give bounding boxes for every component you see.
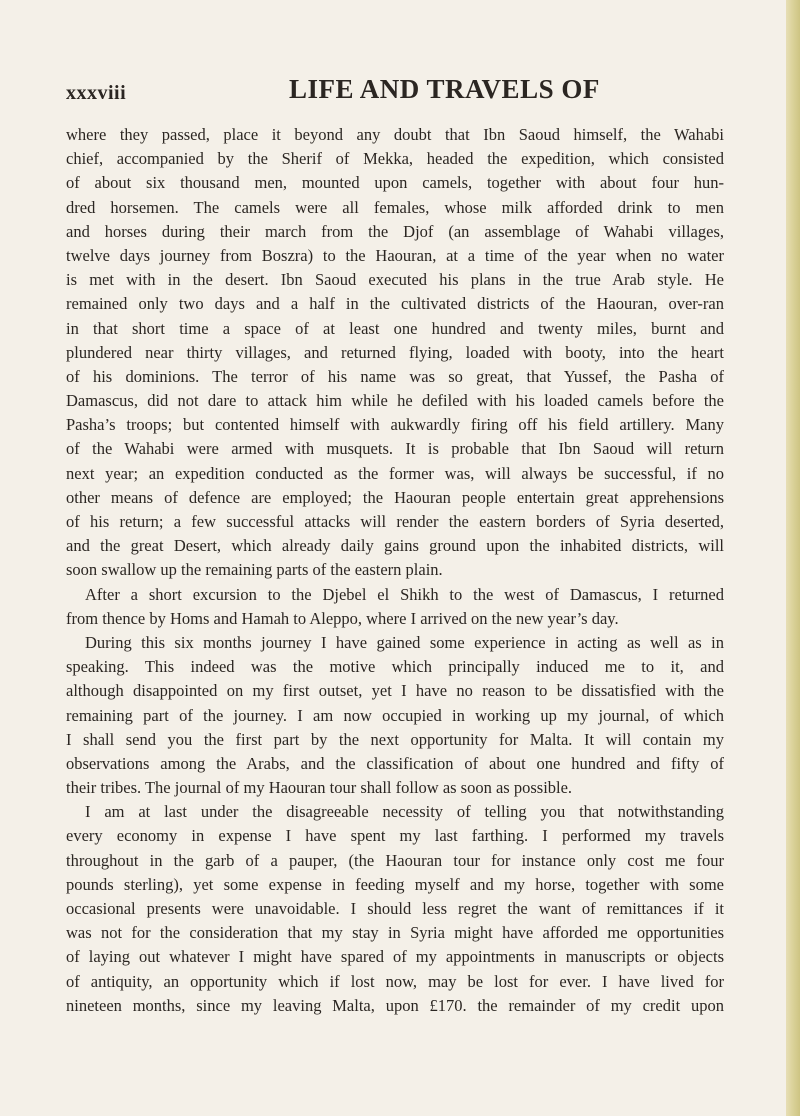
text-line: twelve days journey from Boszra) to the Haouran, at a time of the year when no water xyxy=(66,245,724,265)
text-line: throughout in the garb of a pauper, (the Haouran tour for instance only cost me four xyxy=(66,850,724,870)
text-line: where they passed, place it beyond any doubt that Ibn Saoud himself, the Wahabi xyxy=(66,125,724,144)
text-line: is met with in the desert. Ibn Saoud executed his plans in the true Arab style. He xyxy=(66,270,724,290)
text-line: and horses during their march from the Djof (an assemblage of Wahabi villages, xyxy=(66,221,724,241)
text-line: their tribes. The journal of my Haouran tour shall follow as soon as possible. xyxy=(66,778,573,798)
text-line: chief, accompanied by the Sherif of Mekka, headed the expedition, which consisted xyxy=(66,149,724,169)
page-edge xyxy=(786,0,800,1116)
text-line: next year; an expedition conducted as the former was, will always be successful, if no xyxy=(66,463,724,483)
text-line: of about six thousand men, mounted upon camels, together with about four hun- xyxy=(66,173,724,193)
text-line: was not for the consideration that my stay in Syria might have afforded me opportunities xyxy=(66,923,724,943)
text-line: occasional presents were unavoidable. I should less regret the want of remittances if it xyxy=(66,899,724,918)
text-line: other means of defence are employed; the Haouran people entertain great apprehensions xyxy=(66,487,724,507)
text-line: of the Wahabi were armed with musquets. It is probable that Ibn Saoud will return xyxy=(66,439,724,459)
text-line: Pasha’s troops; but contented himself with aukwardly firing off his field artillery. Many xyxy=(66,415,724,435)
running-title: LIFE AND TRAVELS OF xyxy=(289,74,600,104)
body-text xyxy=(66,123,724,1018)
text-line: During this six months journey I have gained some experience in acting as well as in xyxy=(85,632,724,652)
text-line: of antiquity, an opportunity which if lost now, may be lost for ever. I have lived for xyxy=(66,971,724,991)
text-line: of his return; a few successful attacks will render the eastern borders of Syria deserted, xyxy=(66,512,724,531)
text-line: although disappointed on my first outset, yet I have no reason to be dissatisfied with the xyxy=(66,681,724,701)
text-line: of his dominions. The terror of his name was so great, that Yussef, the Pasha of xyxy=(66,366,724,386)
text-line: Damascus, did not dare to attack him while he defiled with his loaded camels before the xyxy=(66,391,724,411)
text-line: I am at last under the disagreeable necessity of telling you that notwithstanding xyxy=(85,802,724,822)
text-line: soon swallow up the remaining parts of the eastern plain. xyxy=(66,560,443,580)
text-line: of laying out whatever I might have spared of my appointments in manuscripts or objects xyxy=(66,947,724,967)
text-line: plundered near thirty villages, and returned flying, loaded with booty, into the heart xyxy=(66,342,724,362)
text-line: observations among the Arabs, and the classification of about one hundred and fifty of xyxy=(66,753,724,773)
text-line: nineteen months, since my leaving Malta, upon £170. the remainder of my credit upon xyxy=(66,995,724,1015)
text-line: speaking. This indeed was the motive which principally induced me to it, and xyxy=(66,657,724,677)
text-line: I shall send you the first part by the next opportunity for Malta. It will contain my xyxy=(66,729,724,749)
page-header xyxy=(66,74,720,118)
text-line: remained only two days and a half in the cultivated districts of the Haouran, over-ran xyxy=(66,294,724,314)
text-line: and the great Desert, which already daily gains ground upon the inhabited districts, will xyxy=(66,536,724,556)
page-number: xxxviii xyxy=(66,82,127,104)
text-line: in that short time a space of at least one hundred and twenty miles, burnt and xyxy=(66,318,724,338)
text-line: dred horsemen. The camels were all females, whose milk afforded drink to men xyxy=(66,197,724,217)
text-line: remaining part of the journey. I am now occupied in working up my journal, of which xyxy=(66,705,724,725)
text-line: from thence by Homs and Hamah to Aleppo, where I arrived on the new year’s day. xyxy=(66,608,619,628)
text-line: every economy in expense I have spent my last farthing. I performed my travels xyxy=(66,826,724,846)
text-line: After a short excursion to the Djebel el Shikh to the west of Damascus, I returned xyxy=(85,584,724,604)
text-line: pounds sterling), yet some expense in feeding myself and my horse, together with some xyxy=(66,874,724,894)
